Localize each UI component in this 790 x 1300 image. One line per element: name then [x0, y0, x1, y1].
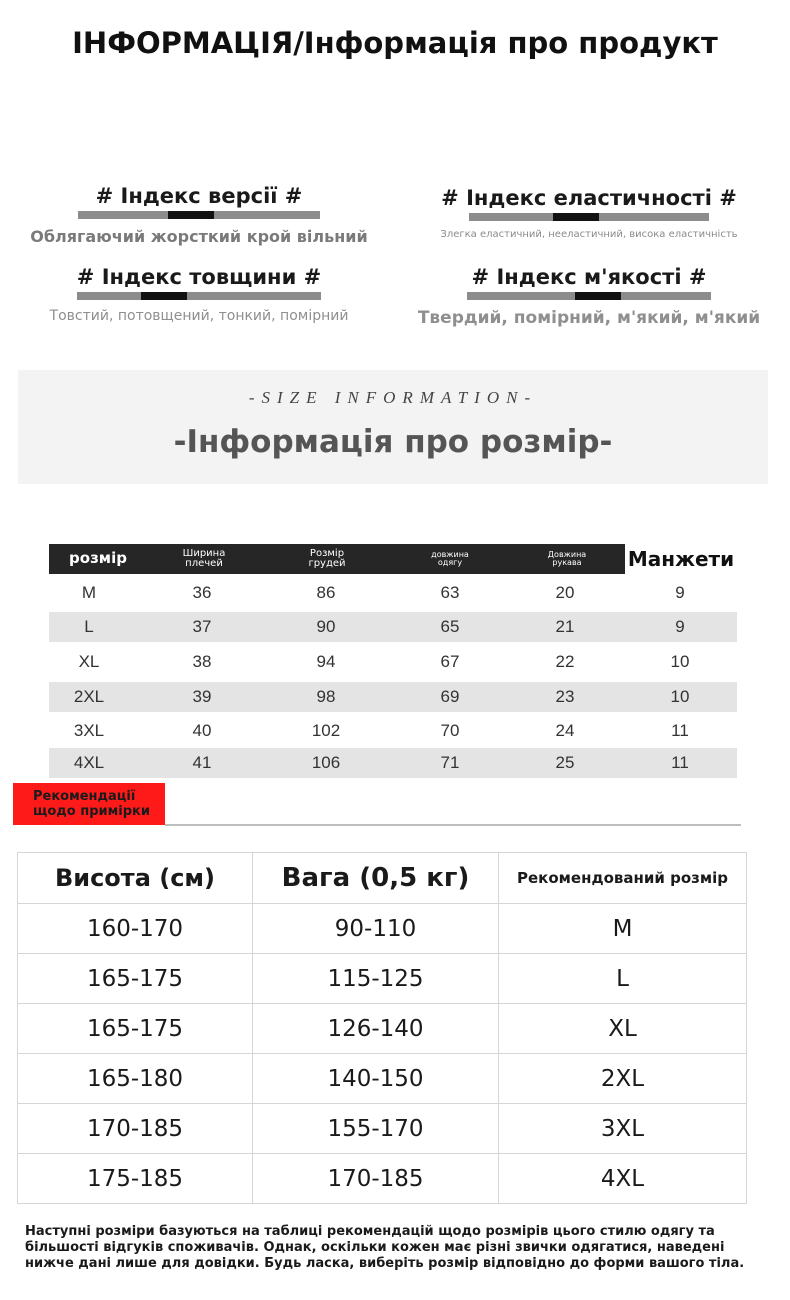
cuff-cell: 10 [670, 652, 690, 671]
cuff-cell: 10 [670, 687, 690, 706]
size-table-row [49, 647, 737, 677]
length-cell: 63 [440, 583, 460, 602]
thickness-index [20, 265, 378, 324]
shoulder-cell: 40 [192, 721, 212, 740]
weight-cell: 115-125 [253, 954, 499, 1004]
height-cell: 170-185 [18, 1104, 253, 1154]
version-index [20, 184, 378, 246]
shoulder-cell: 38 [192, 652, 212, 671]
size-table-row [49, 612, 737, 642]
thickness-index-options: Товстий, потовщений, тонкий, помірний [49, 308, 349, 324]
recommendation-row [18, 1104, 747, 1154]
thickness-index-scale [77, 292, 321, 300]
softness-index-marker [575, 292, 621, 300]
chest-cell: 106 [311, 753, 341, 772]
length-cell: 65 [440, 617, 460, 636]
elasticity-index-scale [469, 213, 709, 221]
height-cell: 165-175 [18, 954, 253, 1004]
size-col-header: розмір [69, 549, 127, 568]
height-cell: 175-185 [18, 1154, 253, 1204]
length-cell: 67 [440, 652, 460, 671]
weight-cell: 126-140 [253, 1004, 499, 1054]
thickness-index-heading: # Індекс товщини # [76, 265, 322, 289]
size-cell: L [84, 617, 94, 636]
chest-cell: 86 [316, 583, 336, 602]
sleeve-cell: 21 [555, 617, 575, 636]
elasticity-index-marker [553, 213, 599, 221]
sleeve-cell: 23 [555, 687, 575, 706]
shoulder-cell: 36 [192, 583, 212, 602]
recommendation-row [18, 904, 747, 954]
size-cell: XL [78, 652, 100, 671]
size-info-english: -SIZE INFORMATION- [248, 388, 538, 407]
elasticity-index-heading: # Індекс еластичності # [441, 186, 737, 210]
size-table-header [49, 544, 737, 574]
size-table-row [49, 716, 737, 746]
length-col-header: довжина одягу [431, 549, 469, 567]
recommended-size-cell: XL [499, 1004, 747, 1054]
sleeve-cell: 20 [555, 583, 575, 602]
shoulder-cell: 39 [192, 687, 212, 706]
cuff-cell: 9 [675, 583, 685, 602]
size-table-row [49, 748, 737, 778]
recommendation-header-row [18, 853, 747, 904]
recommended-size-cell: 4XL [499, 1154, 747, 1204]
recommended-size-cell: L [499, 954, 747, 1004]
version-index-scale [78, 211, 320, 219]
shoulder-col-header: Ширина плечей [182, 547, 226, 569]
recommendation-row [18, 1054, 747, 1104]
cuff-col-header: Манжети [625, 544, 737, 574]
height-cell: 165-175 [18, 1004, 253, 1054]
size-table-row [49, 682, 737, 712]
size-cell: M [81, 583, 97, 602]
height-cell: 160-170 [18, 904, 253, 954]
sleeve-cell: 22 [555, 652, 575, 671]
size-info-banner [18, 370, 768, 484]
chest-cell: 98 [316, 687, 336, 706]
fit-recommendation-label: Рекомендації щодо примірки [13, 783, 165, 825]
elasticity-index [414, 186, 764, 240]
weight-cell: 90-110 [253, 904, 499, 954]
length-cell: 71 [440, 753, 460, 772]
cuff-cell: 11 [671, 721, 689, 740]
size-info-title: -Інформація про розмір- [173, 424, 613, 460]
softness-index [414, 265, 764, 328]
softness-index-scale [467, 292, 711, 300]
chest-cell: 90 [316, 617, 336, 636]
weight-cell: 170-185 [253, 1154, 499, 1204]
weight-cell: 140-150 [253, 1054, 499, 1104]
recommendation-row [18, 1004, 747, 1054]
version-index-heading: # Індекс версії # [95, 184, 303, 208]
height-cell: 165-180 [18, 1054, 253, 1104]
page-title: ІНФОРМАЦІЯ/Інформація про продукт [72, 26, 718, 60]
size-table-row [49, 578, 737, 608]
shoulder-cell: 37 [192, 617, 212, 636]
recommendation-table [17, 852, 747, 1204]
sleeve-cell: 24 [555, 721, 575, 740]
sleeve-col-header: Довжина рукава [547, 549, 587, 567]
length-cell: 69 [440, 687, 460, 706]
version-index-options: Облягаючий жорсткий крой вільний [30, 227, 368, 246]
recommended-size-cell: 2XL [499, 1054, 747, 1104]
recommended-size-col-header: Рекомендований розмір [499, 853, 747, 904]
size-cell: 2XL [73, 687, 105, 706]
recommendation-row [18, 1154, 747, 1204]
cuff-cell: 11 [671, 753, 689, 772]
chest-cell: 102 [311, 721, 341, 740]
recommended-size-cell: M [499, 904, 747, 954]
cuff-cell: 9 [675, 617, 685, 636]
recommendation-row [18, 954, 747, 1004]
length-cell: 70 [440, 721, 460, 740]
thickness-index-marker [141, 292, 187, 300]
softness-index-heading: # Індекс м'якості # [471, 265, 707, 289]
weight-col-header: Вага (0,5 кг) [253, 853, 499, 904]
size-disclaimer: Наступні розміри базуються на таблиці рекомендацій щодо розмірів цього стилю одягу та більшості відгуків споживачів. Однак, оскільки кожен має різні звички одягатися, наведені нижче дані лише для довідки. Будь ласка, виберіть розмір відповідно до форми вашого тіла. [25, 1224, 745, 1271]
size-cell: 3XL [73, 721, 105, 740]
size-cell: 4XL [73, 753, 105, 772]
divider [165, 824, 741, 826]
shoulder-cell: 41 [192, 753, 212, 772]
chest-col-header: Розмір грудей [308, 547, 346, 569]
recommended-size-cell: 3XL [499, 1104, 747, 1154]
chest-cell: 94 [316, 652, 336, 671]
sleeve-cell: 25 [555, 753, 575, 772]
height-col-header: Висота (см) [18, 853, 253, 904]
version-index-marker [168, 211, 214, 219]
elasticity-index-options: Злегка еластичний, нееластичний, висока еластичність [440, 229, 738, 240]
weight-cell: 155-170 [253, 1104, 499, 1154]
softness-index-options: Твердий, помірний, м'який, м'який [417, 308, 761, 328]
